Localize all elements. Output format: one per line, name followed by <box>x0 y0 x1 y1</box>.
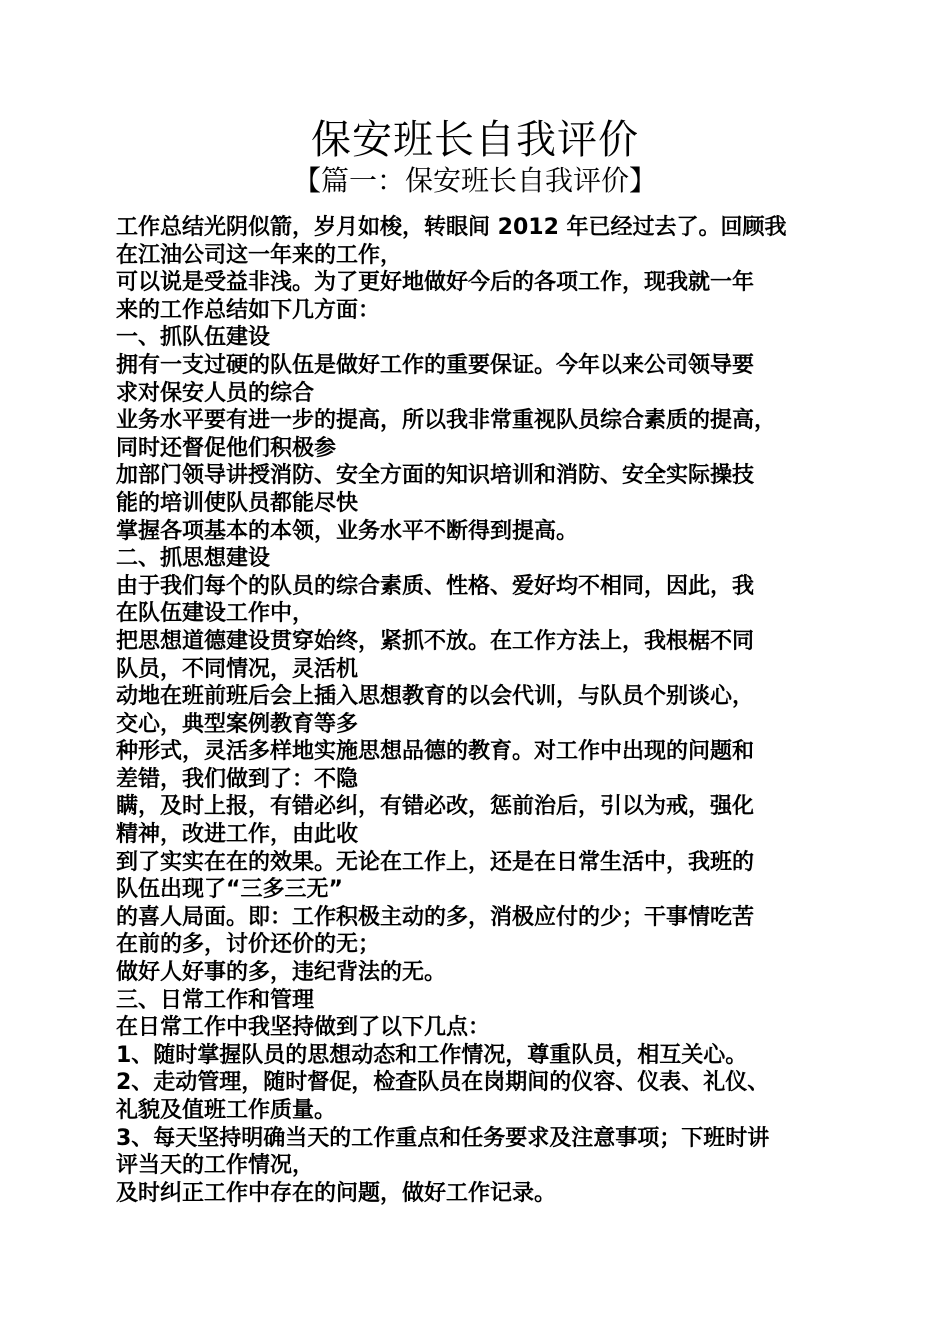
body-text-line: 种形式，灵活多样地实施思想品德的教育。对工作中出现的问题和 <box>116 739 755 765</box>
body-text-line: 来的工作总结如下几方面： <box>116 297 381 323</box>
body-text-line: 1、随时掌握队员的思想动态和工作情况，尊重队员，相互关心。 <box>116 1042 748 1068</box>
body-text-line: 由于我们每个的队员的综合素质、性格、爱好均不相同，因此，我 <box>116 573 755 599</box>
body-text-line: 三、日常工作和管理 <box>116 987 315 1013</box>
body-text-line: 礼貌及值班工作质量。 <box>116 1098 337 1123</box>
body-text-line: 拥有一支过硬的队伍是做好工作的重要保证。今年以来公司领导要 <box>116 352 755 378</box>
body-text-line: 可以说是受益非浅。为了更好地做好今后的各项工作，现我就一年 <box>116 270 755 296</box>
body-text-line: 3、每天坚持明确当天的工作重点和任务要求及注意事项；下班时讲 <box>116 1125 770 1151</box>
body-text-line: 及时纠正工作中存在的问题，做好工作记录。 <box>116 1180 557 1206</box>
document-body <box>116 214 834 1207</box>
body-text-line: 二、抓思想建设 <box>116 546 271 572</box>
body-text-line: 交心，典型案例教育等多 <box>116 711 359 737</box>
page-title: 保安班长自我评价 <box>311 117 639 163</box>
body-text-line: 做好人好事的多，违纪背法的无。 <box>116 960 447 986</box>
body-text-line: 的喜人局面。即：工作积极主动的多，消极应付的少；干事情吃苦 <box>116 904 755 930</box>
body-text-line: 在日常工作中我坚持做到了以下几点： <box>116 1015 491 1041</box>
body-text-line: 把思想道德建设贯穿始终，紧抓不放。在工作方法上，我根椐不同 <box>116 628 755 654</box>
body-text-line: 加部门领导讲授消防、安全方面的知识培训和消防、安全实际操技 <box>116 463 755 489</box>
body-text-line: 业务水平要有进一步的提高，所以我非常重视队员综合素质的提高， <box>116 408 777 434</box>
body-text-line: 差错，我们做到了：不隐 <box>116 766 359 792</box>
body-text-line: 2、走动管理，随时督促，检查队员在岗期间的仪容、仪表、礼仪、 <box>116 1070 770 1096</box>
body-text-line: 在前的多，讨价还价的无； <box>116 932 381 958</box>
body-text-line: 在江油公司这一年来的工作， <box>116 242 403 268</box>
body-text-line: 一、抓队伍建设 <box>116 325 271 351</box>
body-text-line: 瞒，及时上报，有错必纠，有错必改，惩前治后，引以为戒，强化 <box>116 794 755 820</box>
body-text-line: 掌握各项基本的本领，业务水平不断得到提高。 <box>116 518 579 544</box>
page-subtitle: 【篇一：保安班长自我评价】 <box>292 164 657 197</box>
body-text-line: 在队伍建设工作中， <box>116 601 315 627</box>
body-text-line: 能的培训使队员都能尽快 <box>116 490 359 516</box>
body-text-line: 求对保安人员的综合 <box>116 380 315 406</box>
body-text-line: 队员，不同情况，灵活机 <box>116 656 359 682</box>
body-text-line: 队伍出现了“三多三无” <box>116 877 343 903</box>
body-text-line: 动地在班前班后会上插入思想教育的以会代训，与队员个别谈心， <box>116 684 755 710</box>
body-text-line: 评当天的工作情况， <box>116 1153 315 1179</box>
body-text-line: 到了实实在在的效果。无论在工作上，还是在日常生活中，我班的 <box>116 849 755 875</box>
body-text-line: 工作总结光阴似箭，岁月如梭，转眼间 2012 年已经过去了。回顾我 <box>116 215 787 240</box>
body-text-line: 同时还督促他们积极参 <box>116 435 337 461</box>
body-text-line: 精神，改进工作，由此收 <box>116 822 359 848</box>
